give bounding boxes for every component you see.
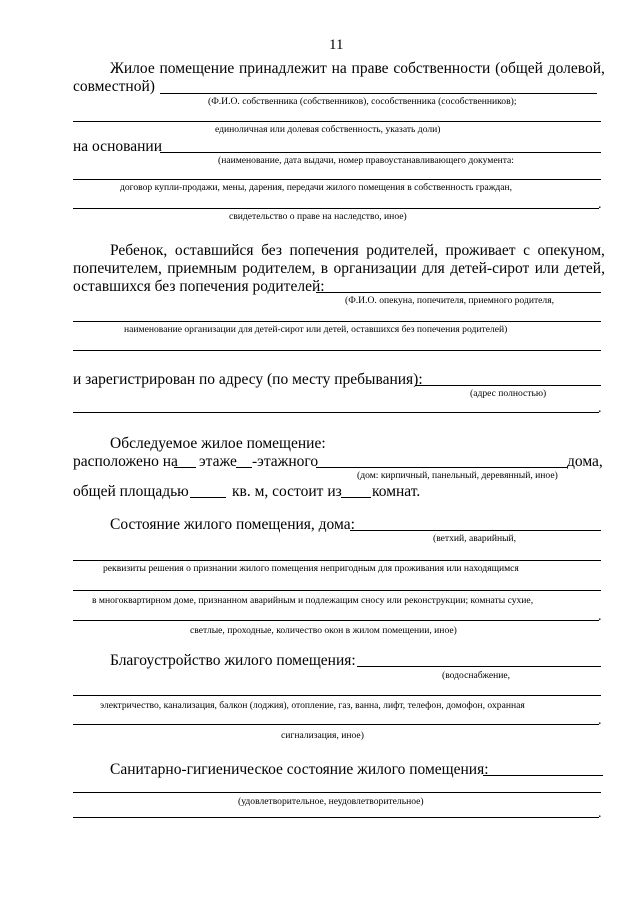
word: на xyxy=(331,60,347,77)
ownership-share-hint: единоличная или долевая собственность, указать доли) xyxy=(215,124,441,135)
child-line-1 xyxy=(110,243,605,259)
address-continued-blank[interactable] xyxy=(73,412,599,413)
amenities-label: Благоустройство жилого помещения: xyxy=(110,652,356,669)
child-line-3: оставшихся без попечения родителей: xyxy=(73,278,325,295)
condition-hint-4: светлые, проходные, количество окон в жилом помещении, иное) xyxy=(190,625,457,636)
condition-line-2-blank[interactable] xyxy=(73,560,601,561)
basis-inheritance-blank[interactable] xyxy=(73,208,599,209)
line-end-dot: . xyxy=(598,197,602,212)
basis-label: на основании xyxy=(73,138,162,155)
basis-inheritance-hint: свидетельство о праве на наследство, иное) xyxy=(229,211,407,222)
address-blank[interactable] xyxy=(415,385,601,386)
premises-title: Обследуемое жилое помещение: xyxy=(110,435,326,452)
word: с xyxy=(523,242,530,259)
ownership-share-blank[interactable] xyxy=(73,121,601,122)
word: детей-сирот xyxy=(450,260,530,277)
orphanage-blank[interactable] xyxy=(73,321,601,322)
guardian-name-hint: (Ф.И.О. опекуна, попечителя, приемного родителя, xyxy=(345,295,555,306)
condition-blank[interactable] xyxy=(350,530,601,531)
house-type-hint: (дом: кирпичный, панельный, деревянный, иное) xyxy=(357,470,558,481)
word: (общей xyxy=(495,60,543,77)
line-end-dot: . xyxy=(598,609,602,624)
registered-address-label: и зарегистрирован по адресу (по месту пребывания): xyxy=(73,371,423,388)
orphanage-hint: наименование организации для детей-сирот или детей, оставшихся без попечения родителей) xyxy=(124,324,508,335)
word: организации xyxy=(333,260,417,277)
condition-label: Состояние жилого помещения, дома: xyxy=(110,516,355,533)
amenities-hint-1: (водоснабжение, xyxy=(442,670,511,681)
basis-document-hint: (наименование, дата выдачи, номер правоустанавливающего документа: xyxy=(218,155,514,166)
word: попечения xyxy=(289,242,359,259)
sanitary-line-2-blank[interactable] xyxy=(73,792,601,793)
line-end-dot: . xyxy=(598,806,602,821)
line-end-dot: . xyxy=(598,401,602,416)
page-number: 11 xyxy=(329,37,344,53)
rooms-label: комнат. xyxy=(372,483,421,500)
located-on-label: расположено на xyxy=(73,453,178,470)
word: без xyxy=(261,242,282,259)
word: опекуном, xyxy=(537,242,605,259)
floor-label: этаже xyxy=(199,453,237,470)
word: оставшийся xyxy=(174,242,254,259)
owner-name-blank[interactable] xyxy=(160,93,597,94)
word: родителем, xyxy=(242,260,316,277)
address-hint: (адрес полностью) xyxy=(470,388,547,399)
amenities-hint-2: электричество, канализация, балкон (лоджия), отопление, газ, ванна, лифт, телефон, домофон, охранная xyxy=(100,700,525,711)
sanitary-label: Санитарно-гигиеническое состояние жилого помещения: xyxy=(110,761,489,778)
basis-document-blank[interactable] xyxy=(160,152,601,153)
ownership-line-2: совместной) xyxy=(73,78,155,95)
word: собственности xyxy=(393,60,491,77)
child-line-2 xyxy=(73,261,605,277)
word: для xyxy=(422,260,445,277)
guardian-extra-blank[interactable] xyxy=(73,350,601,351)
guardian-name-blank[interactable] xyxy=(316,292,601,293)
word: принадлежит xyxy=(239,60,327,77)
sanitary-hint: (удовлетворительное, неудовлетворительное) xyxy=(238,796,424,807)
condition-hint-2: реквизиты решения о признании жилого помещения непригодным для проживания или находящимся xyxy=(103,563,519,574)
word: Жилое xyxy=(110,60,155,77)
word: Ребенок, xyxy=(110,242,168,259)
basis-contract-hint: договор купли-продажи, мены, дарения, передачи жилого помещения в собственность граждан, xyxy=(120,182,513,193)
line-end-dot: . xyxy=(598,713,602,728)
word: в xyxy=(320,260,329,277)
word: приемным xyxy=(167,260,237,277)
area-unit-label: кв. м, состоит из xyxy=(232,483,342,500)
word: праве xyxy=(351,60,389,77)
word: помещение xyxy=(159,60,235,77)
area-blank[interactable] xyxy=(190,497,226,498)
storeys-blank[interactable] xyxy=(236,467,252,468)
area-label: общей площадью xyxy=(73,483,189,500)
word: детей, xyxy=(564,260,605,277)
house-type-blank[interactable] xyxy=(316,467,567,468)
word: родителей, xyxy=(366,242,438,259)
rooms-blank[interactable] xyxy=(341,497,371,498)
condition-line-3-blank[interactable] xyxy=(73,590,601,591)
basis-contract-blank[interactable] xyxy=(73,179,601,180)
amenities-hint-3: сигнализация, иное) xyxy=(281,730,364,741)
floor-blank[interactable] xyxy=(174,467,196,468)
house-label: дома, xyxy=(567,453,603,470)
condition-hint-3: в многоквартирном доме, признанном аварийным и подлежащим сносу или реконструкции; комнаты сухие, xyxy=(92,595,534,606)
sanitary-line-3-blank[interactable] xyxy=(73,817,599,818)
word: попечителем, xyxy=(73,260,162,277)
word: проживает xyxy=(445,242,516,259)
condition-line-4-blank[interactable] xyxy=(73,620,599,621)
storey-label: -этажного xyxy=(252,453,319,470)
amenities-blank[interactable] xyxy=(357,666,601,667)
amenities-line-3-blank[interactable] xyxy=(73,724,599,725)
condition-hint-1: (ветхий, аварийный, xyxy=(433,533,517,544)
ownership-line-1 xyxy=(110,61,605,77)
owner-name-hint: (Ф.И.О. собственника (собственников), сособственника (сособственников); xyxy=(208,96,517,107)
word: долевой, xyxy=(547,60,605,77)
word: или xyxy=(534,260,560,277)
sanitary-blank[interactable] xyxy=(483,775,603,776)
amenities-line-2-blank[interactable] xyxy=(73,695,601,696)
